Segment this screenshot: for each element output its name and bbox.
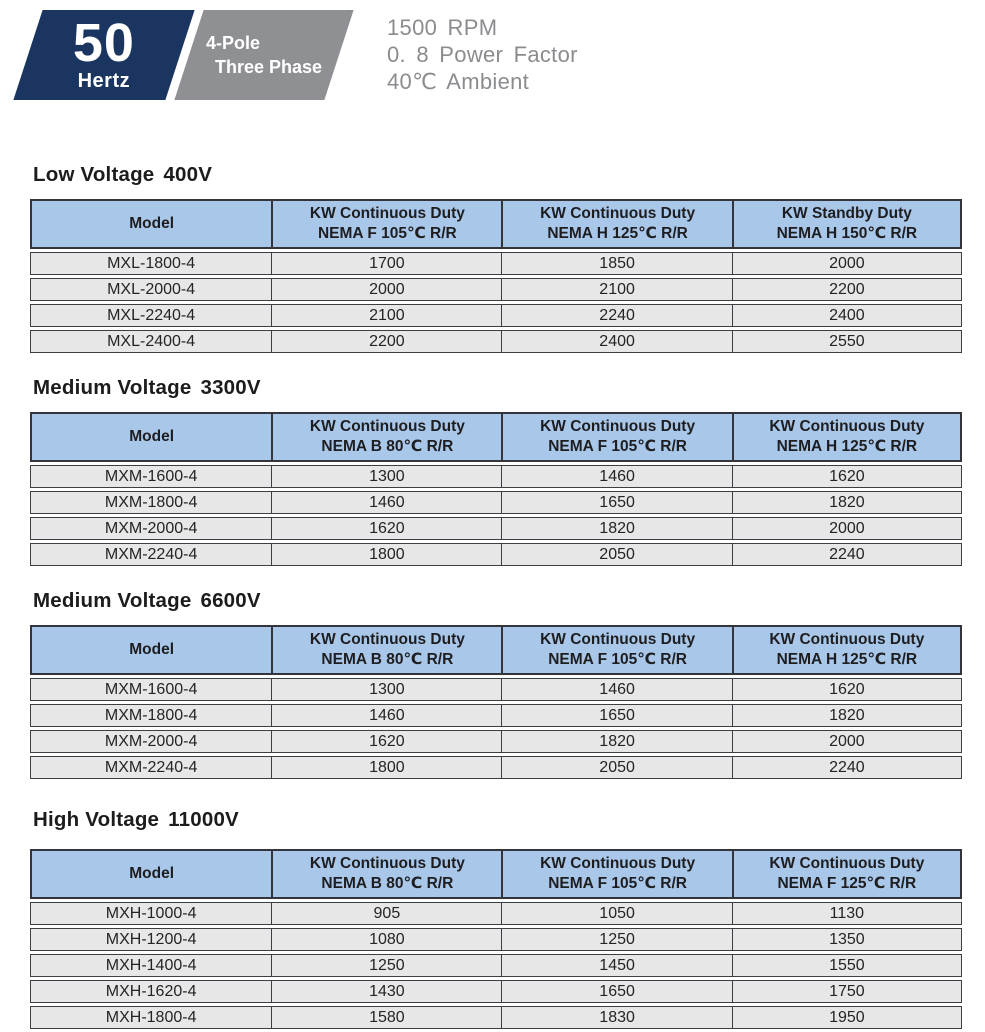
value-cell: 1250 — [501, 928, 731, 951]
value-cell: 2240 — [501, 304, 731, 327]
col-header-line2: NEMA F 105℃ R/R — [548, 651, 687, 668]
model-cell: MXH-1800-4 — [30, 1006, 271, 1029]
frequency-value: 50 — [72, 12, 136, 73]
value-cell: 1820 — [732, 491, 962, 514]
value-cell: 2000 — [732, 730, 962, 753]
value-cell: 1950 — [732, 1006, 962, 1029]
value-cell: 2400 — [501, 330, 731, 353]
col-header-line2: NEMA H 125℃ R/R — [776, 438, 918, 455]
col-header-duty-2 — [501, 412, 731, 462]
col-header-line2: NEMA B 80℃ R/R — [321, 651, 454, 668]
col-header-duty-1 — [271, 625, 501, 675]
value-cell: 1130 — [732, 902, 962, 925]
col-header-duty-2 — [501, 625, 731, 675]
col-header-duty-2 — [501, 199, 731, 249]
model-cell: MXL-2240-4 — [30, 304, 271, 327]
table-row — [30, 756, 962, 779]
phase-label: Three Phase — [214, 57, 323, 77]
model-cell: MXM-2000-4 — [30, 517, 271, 540]
value-cell: 1460 — [501, 678, 731, 701]
value-cell: 2240 — [732, 756, 962, 779]
header-row — [30, 849, 962, 899]
model-cell: MXM-1600-4 — [30, 465, 271, 488]
spec-table-low-voltage — [30, 196, 962, 356]
col-header-line1: Model — [129, 428, 175, 445]
model-cell: MXM-1800-4 — [30, 704, 271, 727]
value-cell: 1460 — [271, 704, 501, 727]
col-header-line1: KW Continuous Duty — [769, 631, 925, 648]
col-header-line2: NEMA H 125℃ R/R — [776, 651, 918, 668]
value-cell: 1250 — [271, 954, 501, 977]
section-voltage: 6600V — [200, 589, 261, 612]
col-header-line1: KW Continuous Duty — [540, 205, 696, 222]
col-header-line1: Model — [129, 215, 175, 232]
table-row — [30, 902, 962, 925]
value-cell: 1650 — [501, 980, 731, 1003]
table-row — [30, 517, 962, 540]
value-cell: 1700 — [271, 252, 501, 275]
col-header-duty-2 — [501, 849, 731, 899]
col-header-duty-3 — [732, 199, 962, 249]
value-cell: 2100 — [501, 278, 731, 301]
frequency-unit: Hertz — [77, 69, 131, 92]
model-cell: MXH-1400-4 — [30, 954, 271, 977]
model-cell: MXH-1000-4 — [30, 902, 271, 925]
col-header-line1: Model — [129, 641, 175, 658]
model-cell: MXM-2240-4 — [30, 756, 271, 779]
value-cell: 1620 — [732, 678, 962, 701]
col-header-line1: KW Continuous Duty — [309, 418, 465, 435]
section-title-text: Low Voltage — [33, 163, 155, 186]
value-cell: 1620 — [271, 730, 501, 753]
table-row — [30, 491, 962, 514]
voltage-sections — [0, 163, 985, 1032]
col-header-line2: NEMA H 150℃ R/R — [776, 225, 918, 242]
frequency-badge-group — [28, 10, 339, 100]
col-header-line1: KW Continuous Duty — [540, 418, 696, 435]
col-header-line2: NEMA F 125℃ R/R — [777, 875, 917, 892]
ratings-info — [387, 14, 578, 95]
value-cell: 2400 — [732, 304, 962, 327]
col-header-line1: KW Continuous Duty — [309, 631, 465, 648]
col-header-line1: KW Continuous Duty — [540, 855, 696, 872]
col-header-line2: NEMA H 125℃ R/R — [547, 225, 688, 242]
section-medium-voltage-3300v — [30, 376, 962, 569]
section-title — [33, 808, 962, 832]
value-cell: 1080 — [271, 928, 501, 951]
col-header-line2: NEMA F 105℃ R/R — [317, 225, 457, 242]
section-title — [33, 376, 962, 400]
value-cell: 1850 — [501, 252, 731, 275]
spec-table-medium-voltage-3300 — [30, 409, 962, 569]
value-cell: 2100 — [271, 304, 501, 327]
section-voltage: 11000V — [168, 808, 239, 831]
rpm-text: 1500 RPM — [387, 15, 498, 40]
section-title — [33, 163, 962, 187]
value-cell: 1820 — [501, 730, 731, 753]
table-row — [30, 928, 962, 951]
frequency-badge-content — [72, 12, 136, 93]
value-cell: 1300 — [271, 678, 501, 701]
section-low-voltage-400v — [30, 163, 962, 356]
col-header-model — [30, 412, 271, 462]
value-cell: 1800 — [271, 756, 501, 779]
value-cell: 2000 — [732, 517, 962, 540]
value-cell: 1050 — [501, 902, 731, 925]
value-cell: 1750 — [732, 980, 962, 1003]
value-cell: 1580 — [271, 1006, 501, 1029]
model-cell: MXM-2000-4 — [30, 730, 271, 753]
model-cell: MXH-1620-4 — [30, 980, 271, 1003]
value-cell: 1820 — [732, 704, 962, 727]
col-header-line1: KW Continuous Duty — [540, 631, 696, 648]
frequency-badge — [13, 10, 194, 100]
col-header-duty-1 — [271, 849, 501, 899]
section-high-voltage-11000v — [30, 808, 962, 1032]
col-header-line1: KW Continuous Duty — [309, 205, 465, 222]
col-header-duty-3 — [732, 849, 962, 899]
section-voltage: 3300V — [200, 376, 261, 399]
table-row — [30, 465, 962, 488]
col-header-duty-3 — [732, 625, 962, 675]
table-row — [30, 543, 962, 566]
model-cell: MXM-2240-4 — [30, 543, 271, 566]
value-cell: 2000 — [271, 278, 501, 301]
value-cell: 2050 — [501, 756, 731, 779]
model-cell: MXM-1800-4 — [30, 491, 271, 514]
col-header-duty-1 — [271, 412, 501, 462]
value-cell: 1460 — [501, 465, 731, 488]
ambient-text: 40℃ Ambient — [387, 69, 530, 94]
col-header-line2: NEMA B 80℃ R/R — [321, 875, 454, 892]
section-title — [33, 589, 962, 613]
spec-table-medium-voltage-6600 — [30, 622, 962, 782]
section-medium-voltage-6600v — [30, 589, 962, 782]
col-header-duty-1 — [271, 199, 501, 249]
value-cell: 2200 — [732, 278, 962, 301]
section-voltage: 400V — [163, 163, 213, 186]
header-row — [30, 199, 962, 249]
col-header-line1: KW Continuous Duty — [769, 418, 925, 435]
page-header — [0, 10, 985, 100]
table-row — [30, 678, 962, 701]
value-cell: 1620 — [732, 465, 962, 488]
model-cell: MXL-1800-4 — [30, 252, 271, 275]
table-row — [30, 980, 962, 1003]
table-row — [30, 304, 962, 327]
power-factor-text: 0. 8 Power Factor — [387, 42, 578, 67]
value-cell: 1300 — [271, 465, 501, 488]
value-cell: 2240 — [732, 543, 962, 566]
header-row — [30, 412, 962, 462]
value-cell: 1450 — [501, 954, 731, 977]
value-cell: 1650 — [501, 491, 731, 514]
col-header-line2: NEMA B 80℃ R/R — [321, 438, 454, 455]
value-cell: 2550 — [732, 330, 962, 353]
table-row — [30, 1006, 962, 1029]
value-cell: 2200 — [271, 330, 501, 353]
section-title-text: High Voltage — [33, 808, 160, 831]
value-cell: 1830 — [501, 1006, 731, 1029]
col-header-line1: KW Continuous Duty — [769, 855, 925, 872]
value-cell: 1650 — [501, 704, 731, 727]
col-header-line2: NEMA F 105℃ R/R — [548, 438, 687, 455]
value-cell: 905 — [271, 902, 501, 925]
table-row — [30, 330, 962, 353]
header-row — [30, 625, 962, 675]
pole-phase-content — [206, 31, 322, 79]
pole-phase-badge — [174, 10, 353, 100]
model-cell: MXH-1200-4 — [30, 928, 271, 951]
col-header-model — [30, 849, 271, 899]
col-header-model — [30, 625, 271, 675]
value-cell: 1460 — [271, 491, 501, 514]
table-row — [30, 954, 962, 977]
col-header-line1: KW Standby Duty — [781, 205, 912, 222]
table-row — [30, 704, 962, 727]
section-title-text: Medium Voltage — [33, 376, 192, 399]
value-cell: 2050 — [501, 543, 731, 566]
value-cell: 1620 — [271, 517, 501, 540]
value-cell: 1820 — [501, 517, 731, 540]
col-header-duty-3 — [732, 412, 962, 462]
pole-label: 4-Pole — [205, 33, 260, 53]
model-cell: MXL-2400-4 — [30, 330, 271, 353]
table-row — [30, 730, 962, 753]
value-cell: 2000 — [732, 252, 962, 275]
model-cell: MXL-2000-4 — [30, 278, 271, 301]
col-header-line2: NEMA F 105℃ R/R — [548, 875, 687, 892]
col-header-line1: Model — [129, 865, 175, 882]
col-header-model — [30, 199, 271, 249]
model-cell: MXM-1600-4 — [30, 678, 271, 701]
spec-table-high-voltage — [30, 846, 962, 1032]
value-cell: 1550 — [732, 954, 962, 977]
table-row — [30, 252, 962, 275]
section-title-text: Medium Voltage — [33, 589, 192, 612]
col-header-line1: KW Continuous Duty — [309, 855, 465, 872]
value-cell: 1800 — [271, 543, 501, 566]
table-row — [30, 278, 962, 301]
value-cell: 1430 — [271, 980, 501, 1003]
value-cell: 1350 — [732, 928, 962, 951]
